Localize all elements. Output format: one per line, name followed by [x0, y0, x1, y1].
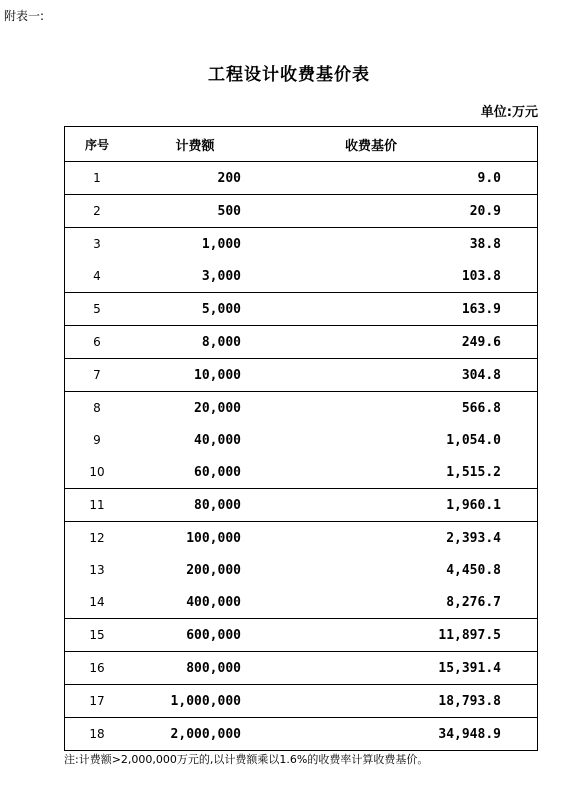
table-row: [65, 684, 537, 717]
table-row: [65, 717, 537, 750]
table-row: [65, 358, 537, 391]
row-price: 4,450.8: [446, 562, 501, 578]
table-row: [65, 391, 537, 424]
row-number: 18: [89, 727, 105, 741]
table-row: [65, 227, 537, 260]
row-number: 2: [93, 204, 101, 218]
table-row: [65, 651, 537, 684]
row-amount: 60,000: [194, 464, 241, 480]
row-price: 163.9: [461, 301, 501, 317]
row-price: 566.8: [461, 400, 501, 416]
row-amount: 500: [217, 203, 241, 219]
table-row: [65, 618, 537, 651]
row-price: 34,948.9: [438, 726, 501, 742]
table-row: [65, 456, 537, 488]
row-number: 8: [93, 401, 101, 415]
row-amount: 200: [217, 170, 241, 186]
table-row: [65, 586, 537, 618]
header-no: 序号: [84, 137, 109, 152]
table-row: [65, 521, 537, 554]
row-price: 8,276.7: [446, 594, 501, 610]
table-row: [65, 194, 537, 227]
table-row: [65, 488, 537, 521]
row-number: 14: [89, 595, 105, 609]
row-number: 1: [93, 171, 101, 185]
row-number: 9: [93, 433, 101, 447]
row-price: 20.9: [469, 203, 501, 219]
row-price: 15,391.4: [438, 660, 501, 676]
row-number: 4: [93, 269, 101, 283]
table-row: [65, 424, 537, 456]
table-row: [65, 162, 537, 194]
row-number: 7: [93, 368, 101, 382]
fee-table: [64, 126, 538, 751]
row-price: 1,515.2: [446, 464, 501, 480]
row-number: 13: [89, 563, 105, 577]
row-price: 2,393.4: [446, 530, 501, 546]
row-amount: 1,000: [201, 236, 241, 252]
row-number: 17: [89, 694, 105, 708]
row-price: 1,960.1: [446, 497, 501, 513]
row-number: 6: [93, 335, 101, 349]
row-amount: 100,000: [186, 530, 241, 546]
row-number: 3: [93, 237, 101, 251]
header-price: 收费基价: [344, 138, 397, 154]
row-amount: 800,000: [186, 660, 241, 676]
row-price: 9.0: [477, 170, 501, 186]
table-header-row: [65, 127, 537, 162]
row-price: 249.6: [461, 334, 501, 350]
row-amount: 5,000: [201, 301, 241, 317]
row-amount: 200,000: [186, 562, 241, 578]
table-row: [65, 292, 537, 325]
row-amount: 8,000: [201, 334, 241, 350]
row-amount: 3,000: [201, 268, 241, 284]
row-amount: 20,000: [194, 400, 241, 416]
row-number: 5: [93, 302, 101, 316]
row-price: 103.8: [461, 268, 501, 284]
table-row: [65, 554, 537, 586]
row-price: 18,793.8: [438, 693, 501, 709]
header-amount: 计费额: [175, 138, 215, 154]
row-amount: 1,000,000: [170, 693, 241, 709]
row-number: 11: [89, 498, 105, 512]
row-price: 304.8: [461, 367, 501, 383]
row-amount: 40,000: [194, 432, 241, 448]
row-price: 11,897.5: [438, 627, 501, 643]
row-number: 12: [89, 531, 105, 545]
row-amount: 600,000: [186, 627, 241, 643]
row-amount: 2,000,000: [170, 726, 241, 742]
row-amount: 10,000: [194, 367, 241, 383]
footnote: 注:计费额>2,000,000万元的,以计费额乘以1.6%的收费率计算收费基价。: [64, 753, 429, 766]
appendix-label: 附表一:: [4, 9, 45, 23]
row-number: 10: [89, 465, 105, 479]
table-row: [65, 260, 537, 292]
table-title: 工程设计收费基价表: [208, 65, 370, 85]
table-row: [65, 325, 537, 358]
row-amount: 80,000: [194, 497, 241, 513]
row-number: 15: [89, 628, 105, 642]
row-amount: 400,000: [186, 594, 241, 610]
unit-label: 单位:万元: [480, 105, 538, 120]
row-price: 1,054.0: [446, 432, 501, 448]
row-number: 16: [89, 661, 105, 675]
row-price: 38.8: [469, 236, 501, 252]
table-body: [65, 162, 537, 750]
